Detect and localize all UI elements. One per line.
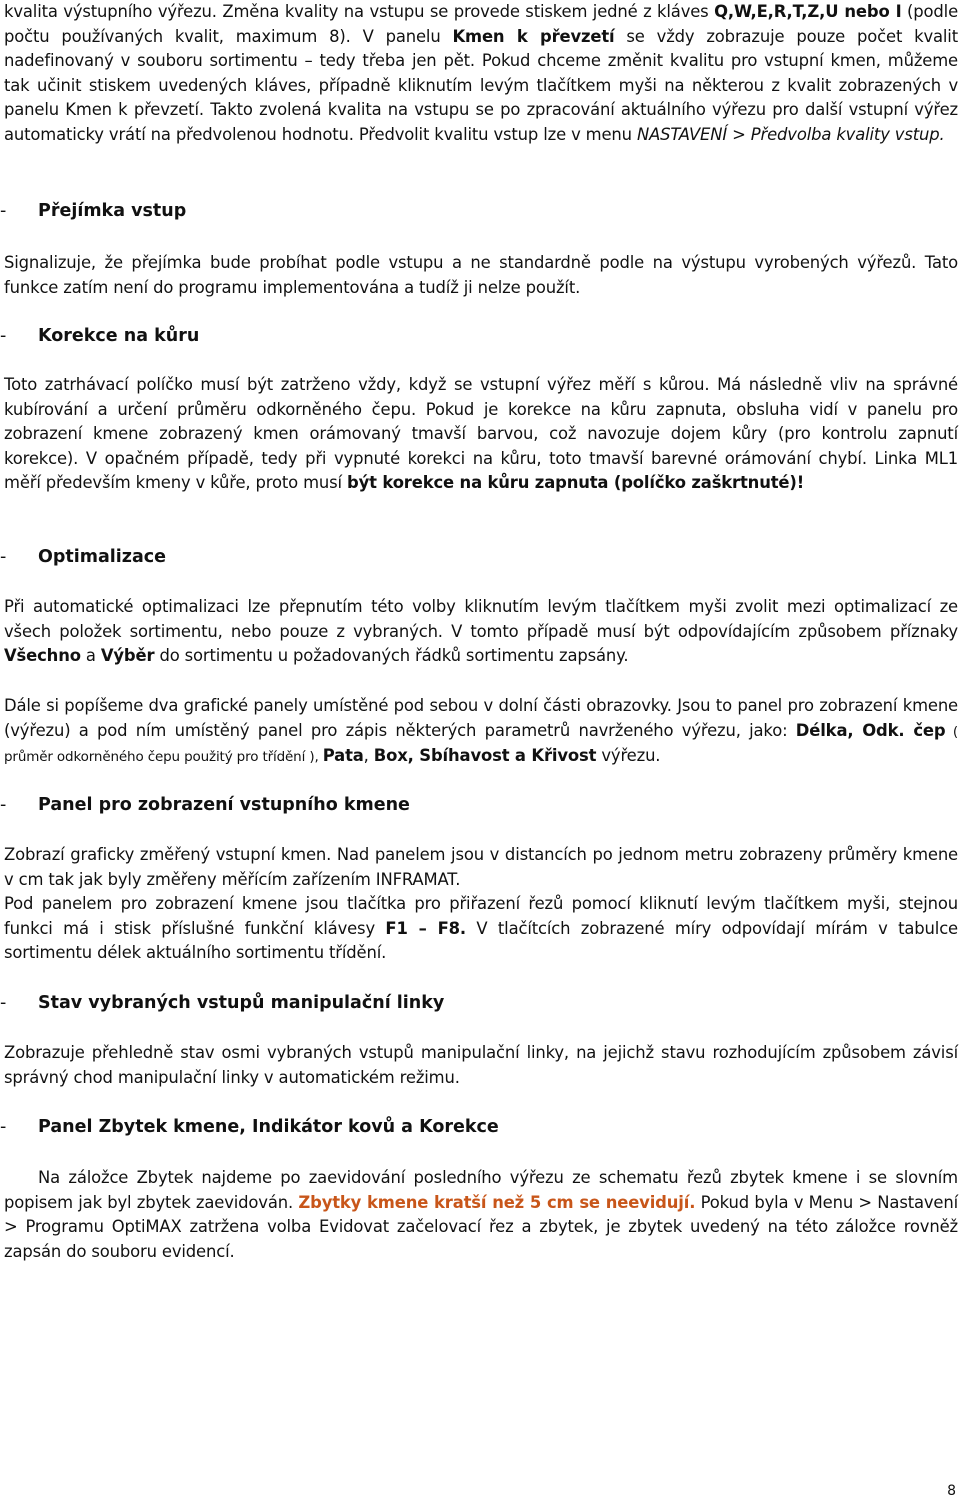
text: , [363,746,374,765]
dash: - [0,795,7,815]
dash: - [0,993,7,1013]
text: do sortimentu u požadovaných řádků sortimentu zapsány. [154,646,629,665]
panel-name-bold: Kmen k převzetí [452,26,615,46]
warning-orange: Zbytky kmene kratší než 5 cm se neevidují. [298,1192,696,1212]
text: Toto zatrhávací políčko musí být zatrženo vždy, když se vstupní výřez měří s kůrou. Má následně vliv na správné kubírování a určení průměru odkorněného čepu. Pokud je korekce na kůru zapnuta, obsluha vidí v panelu pro zobrazení kmene zobrazený kmen orámovaný tmavší barvou, což navozuje dojem kůry (pro kontrolu zapnutí korekce). V opačném případě, tedy při vypnuté korekci na kůru, toto tmavší barevné orámování chybí. Linka ML1 měří především kmeny v kůře, proto musí [4,375,958,492]
keys-bold: F1 – F8. [385,918,466,938]
heading-korekce-na-kuru [0,324,200,348]
heading-panel-zbytek [0,1115,499,1139]
menu-path-italic: NASTAVENÍ > Předvolba kvality vstup. [636,124,945,144]
flag-vyber: Výběr [100,646,155,665]
flag-vsechno: Všechno [4,646,81,665]
heading-text: Přejímka vstup [38,201,187,221]
text: Na záložce Zbytek najdeme po zaevidování posledního výřezu ze schematu řezů zbytek kmene i se slovním popisem jak byl zbytek zaevidován. [4,1168,958,1212]
heading-stav-vstupu [0,991,445,1015]
text: výřezu. [596,746,661,765]
heading-text: Panel pro zobrazení vstupního kmene [38,795,410,815]
heading-prejimka-vstup [0,199,187,223]
text: (podle počtu používaných kvalit, maximum 8). V panelu [4,2,959,46]
text: Dále si popíšeme dva grafické panely umístěné pod sebou v dolní části obrazovky. Jsou to panel pro zobrazení kmene (výřezu) a pod ním umístěný panel pro zápis některých parametrů navrženého výřezu, jako: [4,696,958,740]
dash: - [0,326,7,346]
paragraph-optimalizace [4,595,958,669]
param-bold: Pata [322,746,364,765]
text: V tlačítcích zobrazené míry odpovídají mírám v tabulce sortimentu délek aktuálního sortimentu třídění. [4,918,958,962]
dash: - [0,201,7,221]
paragraph-zbytek [4,1166,958,1264]
keys-bold: Q,W,E,R,T,Z,U nebo I [714,2,902,21]
heading-text: Stav vybraných vstupů manipulační linky [38,993,445,1013]
paragraph-panel-kmene: Zobrazí graficky změřený vstupní kmen. Nad panelem jsou v distancích po jednom metru zobrazeny průměry kmene v cm tak jak byly změřeny měřícím zařízením INFRAMAT. [4,845,958,889]
param-bold: Délka, Odk. čep [795,720,946,740]
param-bold: Box, Sbíhavost a Křivost [373,746,597,765]
text: Pokud byla v Menu > Nastavení > Programu OptiMAX zatržena volba Evidovat začelovací řez a zbytek, je zbytek uvedený na této záložce rovněž zapsán do souboru evidencí. [4,1192,959,1261]
heading-text: Korekce na kůru [38,326,200,346]
heading-optimalizace [0,545,167,569]
text: kvalita výstupního výřezu. Změna kvality na vstupu se provede stiskem jedné z kláves [4,2,715,21]
text: se vždy zobrazuje pouze počet kvalit nadefinovaný v souboru sortimentu – tedy třeba jen pět. Pokud chceme změnit kvalitu pro vstupní kmen, můžeme tak učinit stiskem uvedených kláves, případně kliknutím levým tlačítkem myši na některou z kvalit zobrazených v panelu Kmen k převzetí. Takto zvolená kvalita na vstupu se po zpracování aktuálního výřezu pro další vstupní výřez automaticky vrátí na předvolenou hodnotu. Předvolit kvalitu vstup lze v menu [4,26,958,144]
small-note: ( průměr odkorněného čepu použitý pro třídění ), [4,723,958,765]
page-number: 8 [947,1483,956,1499]
heading-text: Optimalizace [38,547,167,567]
paragraph-panels-intro [4,694,958,770]
dash: - [0,547,7,567]
paragraph-stav-vstupu: Zobrazuje přehledně stav osmi vybraných vstupů manipulační linky, na jejichž stavu rozhodujícím způsobem závisí správný chod manipulační linky v automatickém režimu. [4,1043,958,1087]
dash: - [0,1117,7,1137]
emphasis-bold: být korekce na kůru zapnuta (políčko zaškrtnuté)! [347,473,805,492]
paragraph-korekce [4,373,958,496]
heading-panel-vstupniho-kmene [0,793,410,817]
heading-text: Panel Zbytek kmene, Indikátor kovů a Korekce [38,1117,499,1137]
paragraph-tlacitka [4,892,958,966]
text: Pod panelem pro zobrazení kmene jsou tlačítka pro přiřazení řezů pomocí kliknutí levým tlačítkem myši, stejnou funkci má i stisk příslušné funkční klávesy [4,894,958,938]
text: Při automatické optimalizaci lze přepnutím této volby kliknutím levým tlačítkem myši zvolit mezi optimalizací ze všech položek sortimentu, nebo pouze z vybraných. V tomto případě musí být odpovídajícím způsobem příznaky [4,597,958,641]
paragraph-prejimka: Signalizuje, že přejímka bude probíhat podle vstupu a ne standardně podle na výstupu vyrobených výřezů. Tato funkce zatím není do programu implementována a tudíž ji nelze použít. [4,253,958,297]
paragraph-quality [4,0,958,147]
text: a [80,646,101,665]
